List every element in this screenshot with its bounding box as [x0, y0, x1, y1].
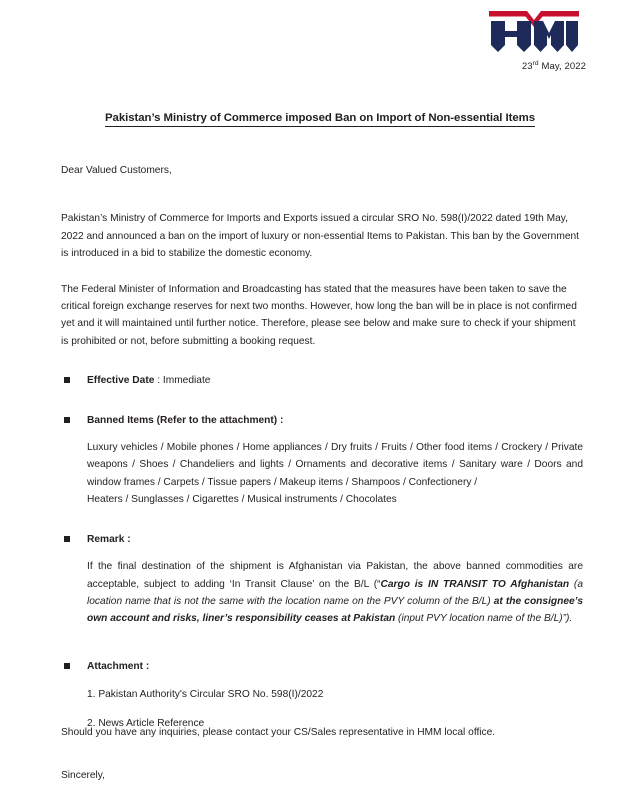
paragraph-2: The Federal Minister of Information and Broadcasting has stated that the measures have been taken to save the critical foreign exchange reserves for next two months. However, how long the ban will be in place is not confirmed yet and it will maintained until further notice. Therefore, please see below and make sure to check if your shipment is prohibited or not, before submitting a booking request. — [61, 283, 577, 347]
banned-items-list — [87, 439, 583, 509]
banned-items-heading: Banned Items (Refer to the attachment) : — [87, 414, 284, 426]
attachment-heading: Attachment : — [87, 660, 150, 672]
date-day: 23 — [521, 61, 533, 72]
remark-part-5: (input PVY location name of the B/L)”). — [398, 613, 573, 625]
document-body — [61, 162, 583, 732]
closing-inquiry-line: Should you have any inquiries, please contact your CS/Sales representative in HMM local office. — [61, 727, 496, 738]
banned-items-lastline: Heaters / Sunglasses / Cigarettes / Musical instruments / Chocolates — [87, 494, 397, 506]
remark-part-3: (a location name that is not the same with the location name on the PVY column of the B/L) — [87, 578, 583, 607]
effective-date-heading — [87, 372, 583, 389]
page-title-text: Pakistan’s Ministry of Commerce imposed Ban on Import of Non-essential Items — [105, 112, 535, 127]
remark-body — [87, 558, 583, 628]
bullet-square-icon — [64, 536, 70, 542]
remark-heading: Remark : — [87, 533, 131, 545]
section-attachment — [61, 658, 583, 675]
hmm-logo — [487, 9, 581, 53]
remark-part-4: at the consignee’s own account and risks, liner’s responsibility ceases at Pakistan — [87, 595, 583, 625]
banned-items-text: Luxury vehicles / Mobile phones / Home appliances / Dry fruits / Fruits / Other food items / Crockery / Private weapons / Shoes / Chandeliers and lights / Ornaments and decorative items / Sanitary ware / Doors and window frames / Carpets / Tissue papers / Makeup items / Shampoos / Confectionery / — [87, 442, 583, 488]
date-rest: May, 2022 — [538, 61, 586, 72]
attachment-item-2: 2. News Article Reference — [87, 717, 205, 729]
hmm-logo-icon — [487, 9, 581, 53]
remark-part-1: If the final destination of the shipment is Afghanistan via Pakistan, the above banned commodities are acceptable, subject to adding ‘In Transit Clause’ on the B/L (“ — [87, 561, 583, 590]
bullet-square-icon — [64, 417, 70, 423]
document-date — [0, 61, 586, 72]
page-title — [0, 112, 640, 124]
section-effective-date — [61, 372, 583, 389]
closing-signoff: Sincerely, — [61, 770, 105, 781]
section-banned-items — [61, 412, 583, 429]
remark-part-2: Cargo is IN TRANSIT TO Afghanistan — [380, 578, 574, 590]
bullet-square-icon — [64, 663, 70, 669]
bullet-square-icon — [64, 377, 70, 383]
paragraph-1: Pakistan’s Ministry of Commerce for Imports and Exports issued a circular SRO No. 598(I)/2022 dated 19th May, 2022 and announced a ban on the import of luxury or non-essential Items to Pakistan. This ban by the Government is introduced in a bid to stabilize the domestic economy. — [61, 213, 579, 260]
attachment-item-1: 1. Pakistan Authority's Circular SRO No. 598(I)/2022 — [87, 689, 324, 701]
date-ordinal: rd — [532, 59, 539, 67]
salutation: Dear Valued Customers, — [61, 165, 172, 176]
effective-date-label: Effective Date — [87, 375, 155, 387]
effective-date-value: : Immediate — [154, 375, 211, 387]
section-remark — [61, 531, 583, 548]
